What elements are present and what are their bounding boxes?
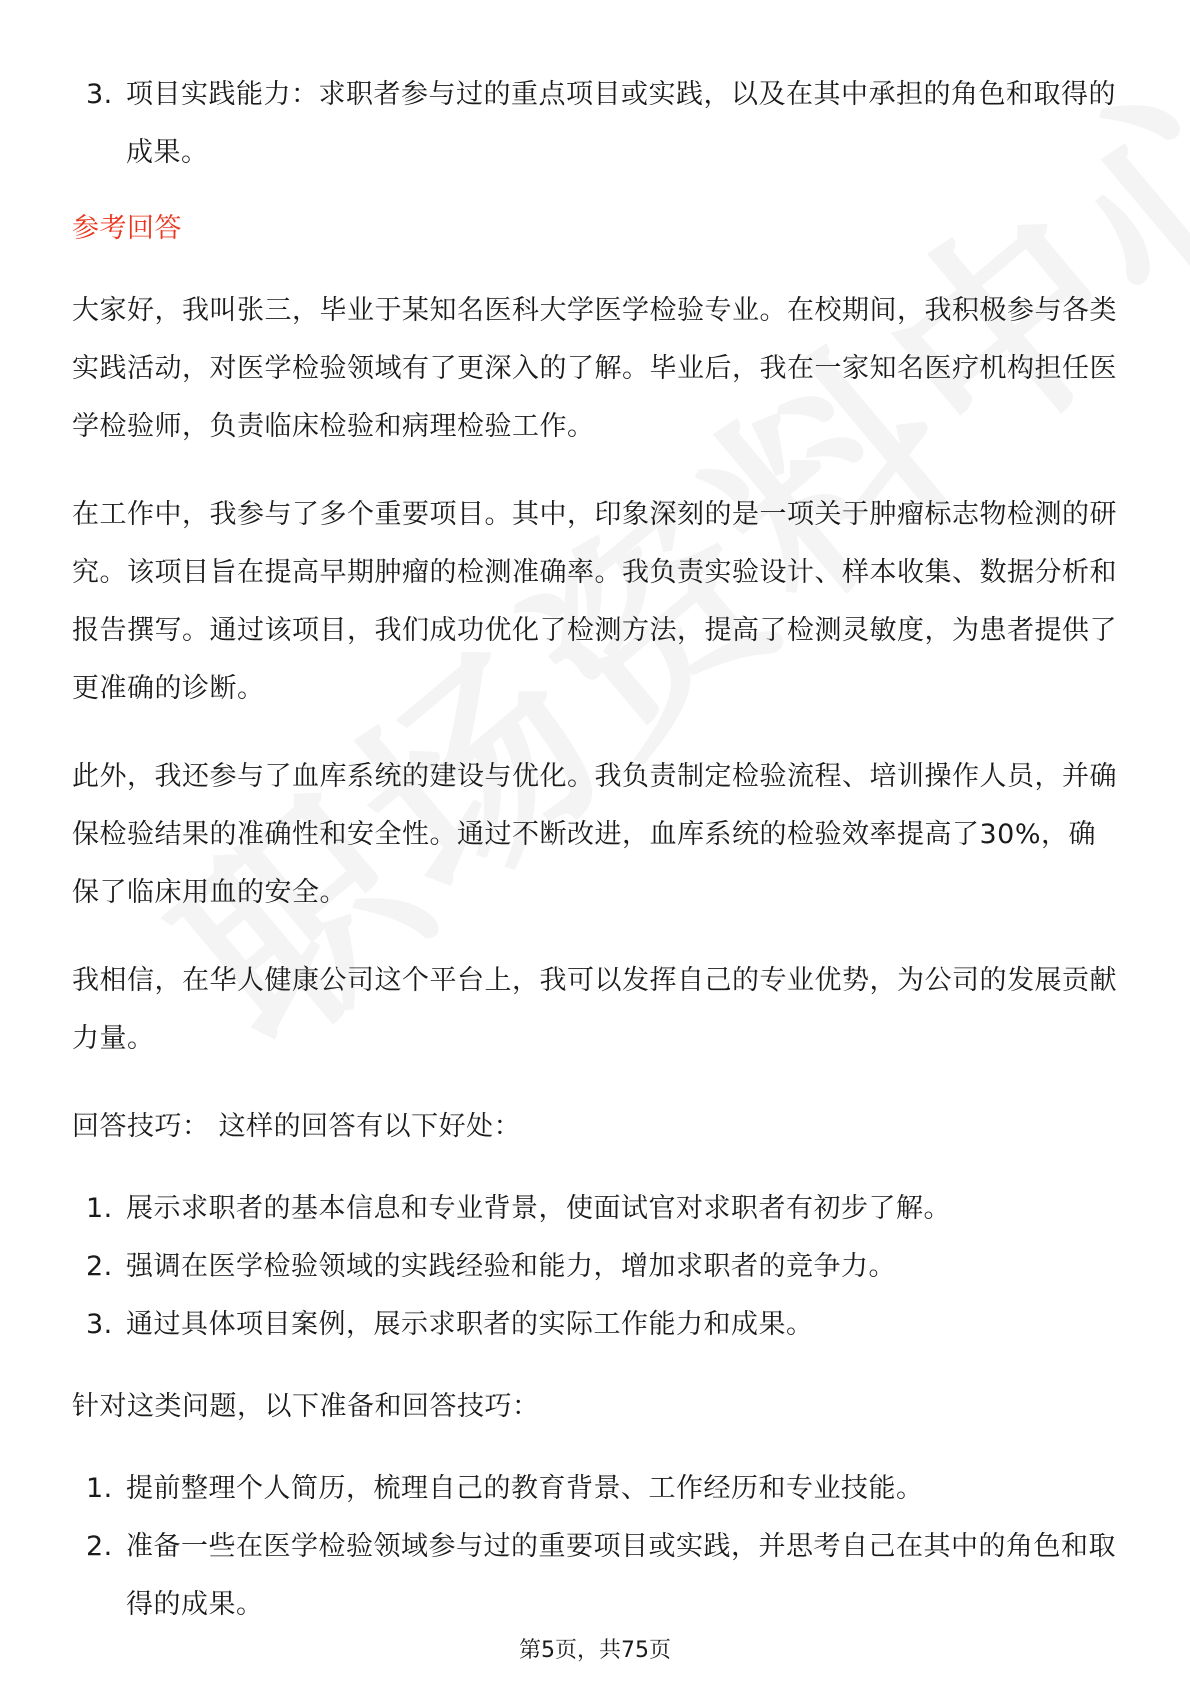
prep-intro: 针对这类问题，以下准备和回答技巧： bbox=[72, 1391, 540, 1422]
paragraph: 我相信，在华人健康公司这个平台上，我可以发挥自己的专业优势，为公司的发展贡献力量。 bbox=[72, 965, 1117, 1054]
list-number: 1. bbox=[86, 1473, 113, 1504]
list-item bbox=[72, 1180, 1122, 1238]
list-text: 强调在医学检验领域的实践经验和能力，增加求职者的竞争力。 bbox=[126, 1251, 896, 1282]
list-number: 1. bbox=[86, 1193, 113, 1224]
list-item bbox=[72, 1296, 1122, 1354]
list-text: 提前整理个人简历，梳理自己的教育背景、工作经历和专业技能。 bbox=[126, 1473, 924, 1504]
list-text: 通过具体项目案例，展示求职者的实际工作能力和成果。 bbox=[126, 1309, 814, 1340]
list-number: 3. bbox=[86, 1309, 113, 1340]
list-number: 3. bbox=[86, 79, 113, 110]
page-number-footer: 第5页，共75页 bbox=[519, 1638, 671, 1663]
list-text: 展示求职者的基本信息和专业背景，使面试官对求职者有初步了解。 bbox=[126, 1193, 951, 1224]
page-content bbox=[72, 66, 1122, 1634]
paragraph: 此外，我还参与了血库系统的建设与优化。我负责制定检验流程、培训操作人员，并确保检验结果的准确性和安全性。通过不断改进，血库系统的检验效率提高了30%，确保了临床用血的安全。 bbox=[72, 761, 1117, 908]
list-number: 2. bbox=[86, 1251, 113, 1282]
list-item bbox=[72, 1518, 1122, 1634]
list-number: 2. bbox=[86, 1531, 113, 1562]
paragraph: 在工作中，我参与了多个重要项目。其中，印象深刻的是一项关于肿瘤标志物检测的研究。该项目旨在提高早期肿瘤的检测准确率。我负责实验设计、样本收集、数据分析和报告撰写。通过该项目，我们成功优化了检测方法，提高了检测灵敏度，为患者提供了更准确的诊断。 bbox=[72, 499, 1117, 704]
list-item bbox=[72, 66, 1122, 182]
reference-answer-heading: 参考回答 bbox=[72, 213, 182, 244]
prep-list bbox=[72, 1460, 1122, 1634]
tips-list bbox=[72, 1180, 1122, 1354]
list-item bbox=[72, 1460, 1122, 1518]
list-item bbox=[72, 1238, 1122, 1296]
top-list bbox=[72, 66, 1122, 182]
list-text: 准备一些在医学检验领域参与过的重要项目或实践，并思考自己在其中的角色和取得的成果。 bbox=[126, 1531, 1116, 1620]
list-text: 项目实践能力：求职者参与过的重点项目或实践，以及在其中承担的角色和取得的成果。 bbox=[126, 79, 1116, 168]
paragraph: 大家好，我叫张三，毕业于某知名医科大学医学检验专业。在校期间，我积极参与各类实践活动，对医学检验领域有了更深入的了解。毕业后，我在一家知名医疗机构担任医学检验师，负责临床检验和病理检验工作。 bbox=[72, 295, 1117, 442]
tips-intro: 回答技巧： 这样的回答有以下好处： bbox=[72, 1111, 522, 1142]
